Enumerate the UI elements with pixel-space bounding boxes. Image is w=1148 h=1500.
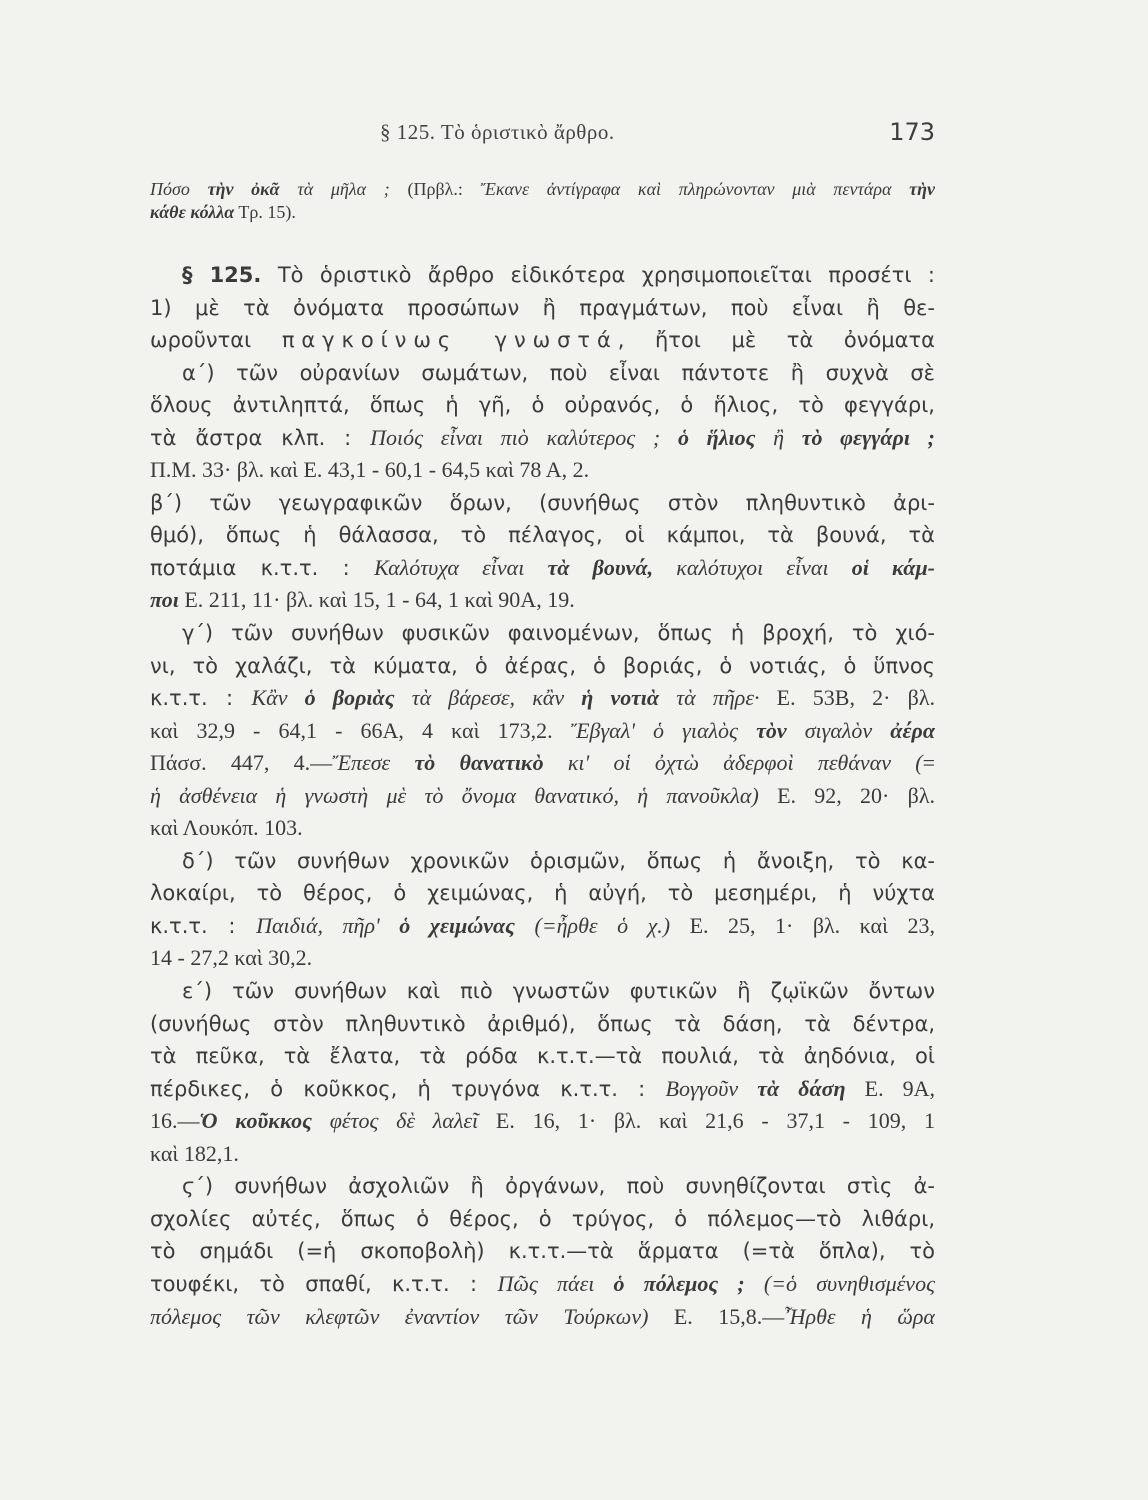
text-line	[150, 1008, 935, 1041]
text-line	[150, 877, 935, 910]
text-line	[150, 324, 935, 357]
text-line	[150, 910, 935, 943]
carryover-note	[150, 178, 935, 224]
text-line	[150, 422, 935, 455]
text-line	[150, 747, 935, 780]
text-line	[150, 780, 935, 813]
text-line	[150, 389, 935, 422]
text-line	[150, 845, 935, 878]
running-head	[150, 118, 935, 148]
citation-text: Τρ. 15).	[234, 202, 296, 222]
body-text-segment: ποτάμια κ.τ.τ. :	[150, 555, 375, 580]
text-line	[150, 1040, 935, 1073]
body-text-segment: νι, τὸ χαλάζι, τὰ κύματα, ὁ ἀέρας, ὁ βοριάς, ὁ νοτιάς, ὁ ὕπνος	[150, 653, 935, 678]
citation-text: Π.Μ. 33· βλ. καὶ Ε. 43,1 - 60,1 - 64,5 καὶ 78 Α, 2.	[150, 457, 590, 483]
example-text: τὰ βάρεσε, κἂν	[394, 685, 582, 711]
body-text-segment: β΄) τῶν γεωγραφικῶν ὅρων, (συνήθως στὸν πληθυντικὸ ἀρι-	[150, 490, 935, 515]
emphasis-text: τὸ φεγγάρι ;	[801, 424, 935, 450]
citation-text: καὶ Λουκόπ. 103.	[150, 815, 303, 841]
text-line	[150, 682, 935, 715]
body-text-segment: ε΄) τῶν συνήθων καὶ πιὸ γνωστῶν φυτικῶν ἢ ζῳϊκῶν ὄντων	[182, 979, 935, 1004]
text-line	[150, 454, 935, 487]
text-line	[150, 519, 935, 552]
example-text: Βογγοῦν	[665, 1075, 758, 1101]
example-text: Ἔβγαλ' ὁ γιαλὸς	[570, 717, 757, 743]
citation-text: =	[922, 750, 935, 776]
citation-text: Ε. 16, 1· βλ. καὶ 21,6 - 37,1 - 109, 1	[495, 1108, 935, 1134]
example-text: φέτος δὲ λαλεῖ	[312, 1108, 496, 1134]
body-text-segment: α΄) τῶν οὐρανίων σωμάτων, ποὺ εἶναι πάντοτε ἢ συχνὰ σὲ	[182, 360, 935, 385]
example-text: Πῶς πάει	[497, 1270, 614, 1296]
citation-text: 16.—	[150, 1108, 200, 1134]
emphasis-text: ὁ πόλεμος ;	[613, 1270, 745, 1296]
section-number: § 125.	[182, 263, 262, 287]
example-text: Πόσο	[150, 179, 208, 199]
body-text-segment: , ἤτοι μὲ τὰ ὀνόματα	[617, 328, 935, 353]
body-text-segment: τὰ πεῦκα, τὰ ἔλατα, τὰ ρόδα κ.τ.τ.—τὰ πουλιά, τὰ ἀηδόνια, οἱ	[150, 1044, 935, 1069]
body-text-segment: λοκαίρι, τὸ θέρος, ὁ χειμώνας, ἡ αὐγή, τὸ μεσημέρι, ἡ νύχτα	[150, 881, 935, 906]
text-line	[150, 1301, 935, 1334]
citation-text: Ε. 15,8.—	[673, 1303, 785, 1329]
text-line	[150, 487, 935, 520]
emphasis-text: κάθε κόλλα	[150, 202, 235, 222]
text-line	[150, 1073, 935, 1106]
emphasis-text: ὁ ἥλιος	[677, 424, 756, 450]
emphasis-text: ὁ βοριὰς	[304, 685, 395, 711]
body-text-segment: πέρδικες, ὁ κοῦκκος, ἡ τρυγόνα κ.τ.τ. :	[150, 1076, 666, 1101]
example-text: ἡ ἀσθένεια ἡ γνωστὴ μὲ τὸ ὄνομα θανατικό, ἡ πανοῦκλα)	[150, 782, 778, 808]
citation-text: Ε. 9Α,	[845, 1075, 935, 1101]
body-text-segment: σχολίες αὐτές, ὅπως ὁ θέρος, ὁ τρύγος, ὁ πόλεμος—τὸ λιθάρι,	[150, 1206, 935, 1231]
citation-text: Ε. 25, 1· βλ. καὶ 23,	[689, 912, 935, 938]
citation-text: 14 - 27,2 καὶ 30,2.	[150, 945, 313, 971]
text-line	[150, 617, 935, 650]
section-title: § 125. Τὸ ὁριστικὸ ἄρθρο.	[380, 120, 615, 144]
emphasis-text: τὴν	[909, 179, 935, 199]
emphasis-text: τὰ δάση	[757, 1075, 846, 1101]
body-text-segment: θμό), ὅπως ἡ θάλασσα, τὸ πέλαγος, οἱ κάμποι, τὰ βουνά, τὰ	[150, 523, 935, 548]
body-text-segment: ωροῦνται	[150, 328, 282, 353]
body-text-segment: γ΄) τῶν συνήθων φυσικῶν φαινομένων, ὅπως ἡ βροχή, τὸ χιό-	[182, 621, 935, 646]
text-line	[150, 201, 935, 224]
text-line	[150, 1268, 935, 1301]
example-text: κι' οἱ ὀχτὼ ἀδερφοὶ πεθάναν (	[543, 750, 923, 776]
body-text-segment: κ.τ.τ. :	[150, 913, 257, 938]
text-line	[150, 259, 935, 292]
emphasis-text: ὁ χειμώνας	[399, 912, 515, 938]
text-line	[150, 650, 935, 683]
body-text-segment: Τὸ ὁριστικὸ ἄρθρο εἰδικότερα χρησιμοποιεῖται προσέτι :	[261, 263, 935, 287]
text-line	[150, 1235, 935, 1268]
body-text-segment: 1) μὲ τὰ ὀνόματα προσώπων ἢ πραγμάτων, ποὺ εἶναι ἢ θε-	[150, 295, 935, 320]
body-text-segment: τὸ σημάδι (=ἡ σκοποβολὴ) κ.τ.τ.—τὰ ἅρματα (=τὰ ὅπλα), τὸ	[150, 1239, 935, 1264]
text-line	[150, 292, 935, 325]
example-text: Ἦρθε ἡ ὥρα	[784, 1303, 935, 1329]
text-line	[150, 552, 935, 585]
emphasis-text: ποι	[150, 587, 179, 613]
emphasis-text: Ὁ κοῦκκος	[199, 1108, 312, 1134]
example-text: Ἔκανε ἀντίγραφα καὶ πληρώνονταν μιὰ πεντάρα	[480, 179, 910, 199]
example-text: Ποιός εἶναι πιὸ καλύτερος ;	[370, 424, 678, 450]
emphasis-text: τὸ θανατικὸ	[414, 750, 544, 776]
text-line	[150, 178, 935, 201]
emphasis-text: τὰ βουνά,	[547, 554, 654, 580]
body-text	[150, 259, 935, 1349]
example-text: Κἂν	[251, 685, 305, 711]
body-text-segment: (συνήθως στὸν πληθυντικὸ ἀριθμό), ὅπως τὰ δάση, τὰ δέντρα,	[150, 1011, 935, 1036]
page-number: 173	[889, 118, 935, 146]
text-line	[150, 357, 935, 390]
text-line	[150, 1203, 935, 1236]
citation-text: (Πρβλ.:	[407, 179, 481, 199]
example-text: Ἔπεσε	[332, 750, 415, 776]
emphasis-text: τὴν ὀκᾶ	[207, 179, 280, 199]
example-text: τὰ μῆλα ;	[279, 179, 408, 199]
text-line	[150, 942, 935, 975]
body-text-segment: δ΄) τῶν συνήθων χρονικῶν ὁρισμῶν, ὅπως ἡ ἄνοιξη, τὸ κα-	[182, 848, 935, 873]
example-text: σιγαλὸν	[786, 717, 891, 743]
body-text-segment: ὅλους ἀντιληπτά, ὅπως ἡ γῆ, ὁ οὐρανός, ὁ ἥλιος, τὸ φεγγάρι,	[150, 393, 935, 418]
body-text-segment: τὰ ἄστρα κλπ. :	[150, 425, 371, 450]
emphasis-text: ἡ νοτιὰ	[581, 685, 660, 711]
text-line	[150, 812, 935, 845]
example-text: ἢ	[755, 424, 802, 450]
citation-text: Ε. 53Β, 2· βλ.	[776, 685, 935, 711]
emphasis-text: ἀέρα	[890, 717, 935, 743]
emphasis-text: τὸν	[756, 717, 787, 743]
example-text: (=ἦρθε ὁ χ.)	[514, 912, 690, 938]
citation-text: Ε. 92, 20· βλ.	[777, 782, 935, 808]
example-text: καλότυχοι εἶναι	[653, 554, 852, 580]
citation-text: καὶ 32,9 - 64,1 - 66Α, 4 καὶ 173,2.	[150, 717, 571, 743]
example-text: (=ὁ συνηθισμένος	[744, 1270, 935, 1296]
spaced-emphasis: παγκοίνως γνωστά	[281, 328, 618, 353]
text-line	[150, 1138, 935, 1171]
text-line	[150, 975, 935, 1008]
body-text-segment: τουφέκι, τὸ σπαθί, κ.τ.τ. :	[150, 1271, 498, 1296]
citation-text: Ε. 211, 11· βλ. καὶ 15, 1 - 64, 1 καὶ 90Α, 19.	[178, 587, 575, 613]
example-text: τὰ πῆρε·	[659, 685, 777, 711]
text-line	[150, 715, 935, 748]
emphasis-text: οἱ κάμ-	[851, 554, 935, 580]
body-text-segment: κ.τ.τ. :	[150, 686, 252, 711]
text-line	[150, 584, 935, 617]
citation-text: καὶ 182,1.	[150, 1140, 239, 1166]
example-text: Καλότυχα εἶναι	[374, 554, 548, 580]
text-line	[150, 1170, 935, 1203]
citation-text: Πάσσ. 447, 4.—	[150, 750, 333, 776]
example-text: πόλεμος τῶν κλεφτῶν ἐναντίον τῶν Τούρκων)	[150, 1303, 674, 1329]
text-line	[150, 1105, 935, 1138]
example-text: Παιδιά, πῆρ'	[256, 912, 400, 938]
body-text-segment: ϛ΄) συνήθων ἀσχολιῶν ἢ ὀργάνων, ποὺ συνηθίζονται στὶς ἀ-	[182, 1174, 935, 1199]
